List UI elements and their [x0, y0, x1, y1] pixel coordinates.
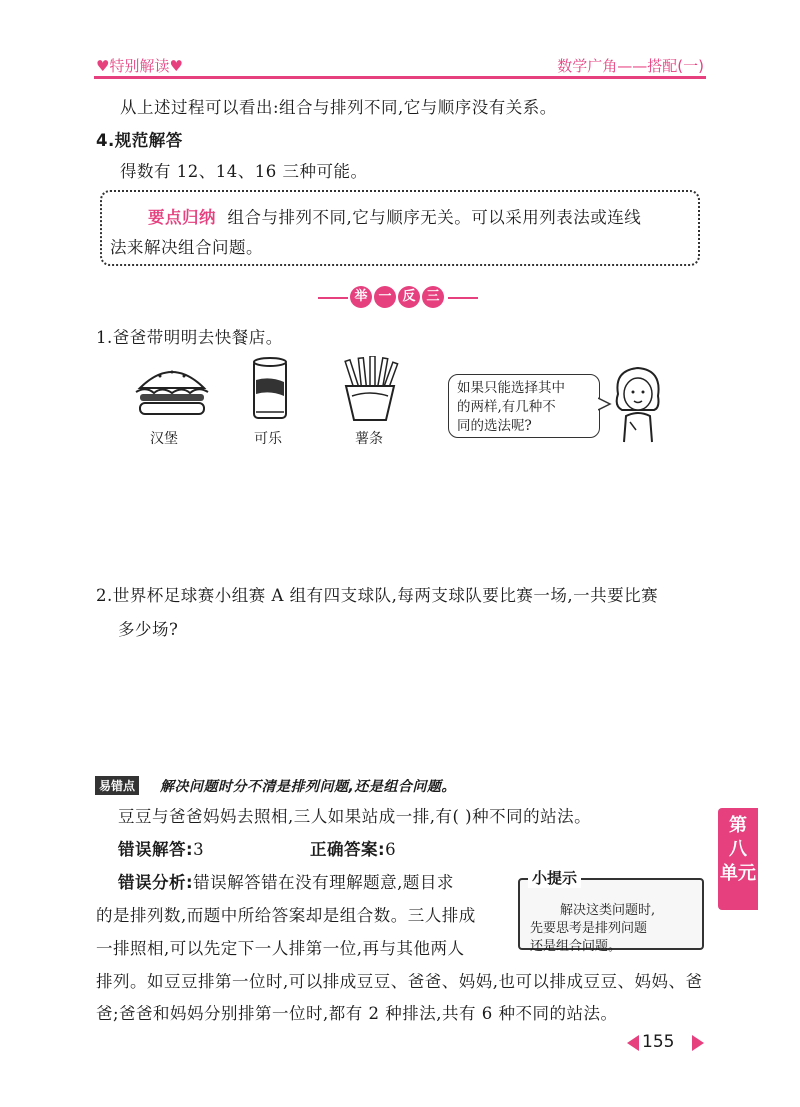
page-number: 155: [642, 1032, 675, 1052]
mistake-title: 解决问题时分不清是排列问题,还是组合问题。: [160, 779, 456, 795]
key-points-line1: 要点归纳 组合与排列不同,它与顺序无关。可以采用列表法或连线: [148, 208, 642, 227]
problem2-line2: 多少场?: [118, 620, 179, 639]
right-answer: [310, 836, 396, 860]
analysis-line2: 的是排列数,而题中所给答案却是组合数。三人排成: [96, 906, 476, 925]
item-label-hamburger: 汉堡: [150, 431, 178, 447]
analysis-line1: 错误分析:错误解答错在没有理解题意,题目求: [118, 873, 454, 892]
hamburger-icon: [132, 362, 212, 418]
tip-box: [518, 878, 704, 954]
tip-title: 小提示: [528, 867, 581, 888]
item-label-fries: 薯条: [355, 431, 383, 447]
speech-bubble: 如果只能选择其中 的两样,有几种不 同的选法呢?: [448, 374, 600, 438]
analysis-line3: 一排照相,可以先定下一人排第一位,再与其他两人: [96, 939, 465, 958]
conclusion-text: 从上述过程可以看出:组合与排列不同,它与顺序没有关系。: [120, 98, 557, 117]
wrong-answer-value: 3: [193, 840, 205, 859]
mistake-question: 豆豆与爸爸妈妈去照相,三人如果站成一排,有( )种不同的站法。: [118, 807, 592, 826]
step4-text: 得数有 12、14、16 三种可能。: [120, 162, 368, 181]
practice-ribbon: [318, 286, 478, 310]
wrong-answer: [118, 836, 204, 860]
ribbon-char: 反: [398, 286, 420, 308]
right-answer-label: 正确答案:: [310, 840, 386, 859]
ribbon-char: 举: [350, 286, 372, 308]
ribbon-char: 一: [374, 286, 396, 308]
tip-line2: 先要思考是排列问题: [530, 921, 648, 936]
header-section-label: ♥特别解读♥: [96, 57, 183, 75]
wrong-answer-label: 错误解答:: [118, 840, 194, 859]
problem2-line1: 2.世界杯足球赛小组赛 A 组有四支球队,每两支球队要比赛一场,一共要比赛: [96, 586, 659, 605]
item-label-cola: 可乐: [254, 431, 282, 447]
mistake-tag: 易错点: [95, 776, 139, 795]
key-points-line2: 法来解决组合问题。: [110, 238, 263, 257]
analysis-line5: 爸;爸爸和妈妈分别排第一位时,都有 2 种排法,共有 6 种不同的站法。: [96, 1004, 618, 1023]
step4-title: 4.规范解答: [96, 131, 183, 150]
problem1-text: 1.爸爸带明明去快餐店。: [96, 328, 283, 347]
next-page-arrow-icon[interactable]: [692, 1035, 704, 1051]
analysis-line4: 排列。如豆豆排第一位时,可以排成豆豆、爸爸、妈妈,也可以排成豆豆、妈妈、爸: [96, 972, 703, 991]
analysis-label: 错误分析:: [118, 873, 194, 892]
ribbon-char: 三: [422, 286, 444, 308]
key-points-label: 要点归纳: [148, 208, 216, 227]
right-answer-value: 6: [385, 840, 397, 859]
fries-icon: [340, 356, 400, 422]
cola-can-icon: [250, 356, 290, 422]
tip-line3: 还是组合问题。: [530, 939, 622, 954]
unit-side-tab: 第 八 单 元: [718, 808, 758, 910]
tip-line1: 解决这类问题时,: [560, 903, 656, 918]
header-chapter-title: 数学广角——搭配(一): [557, 57, 704, 75]
header-divider: [94, 76, 706, 79]
girl-character-icon: [608, 364, 668, 444]
prev-page-arrow-icon[interactable]: [627, 1035, 639, 1051]
